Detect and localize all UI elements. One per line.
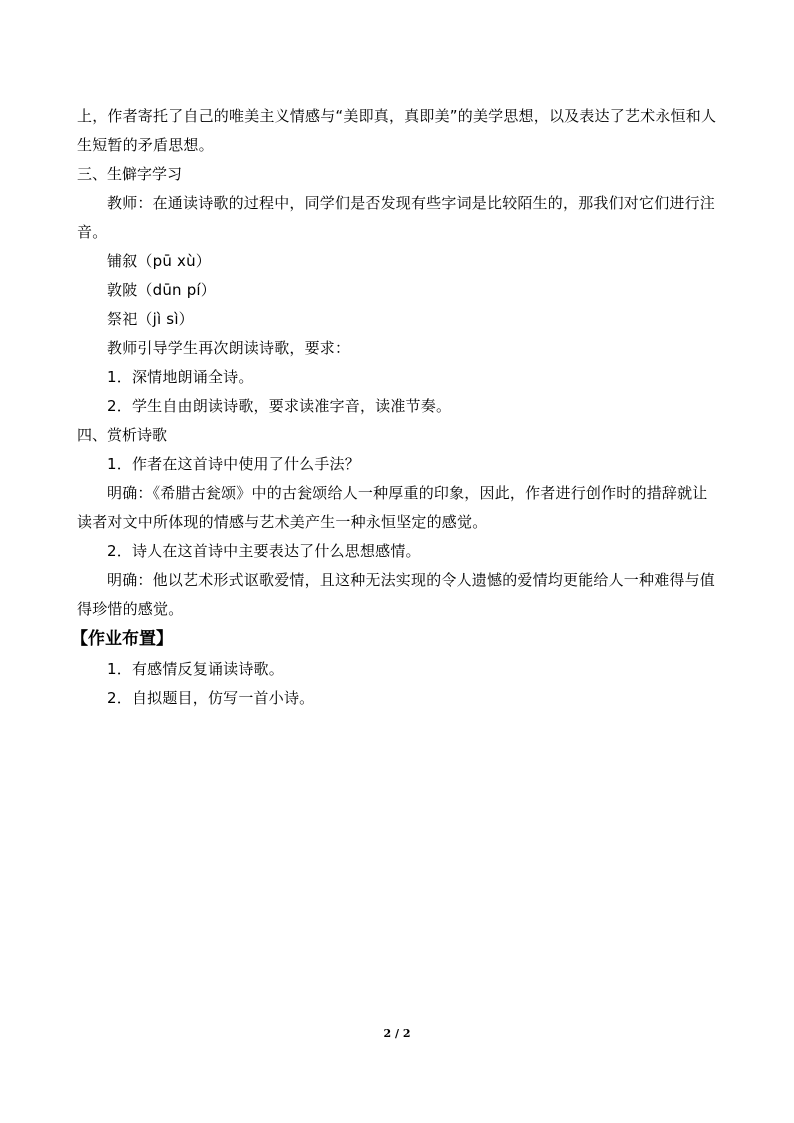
answer-paragraph: 明确：《希腊古瓮颂》中的古瓮颂给人一种厚重的印象，因此，作者进行创作时的措辞就让读者对文中所体现的情感与艺术美产生一种永恒坚定的感觉。 bbox=[77, 484, 708, 531]
vocab-item: 祭祀（jì sì） bbox=[107, 310, 194, 328]
teacher-instruction: 教师：在通读诗歌的过程中，同学们是否发现有些字词是比较陌生的，那我们对它们进行注音。 bbox=[77, 194, 716, 241]
question-item: 1．作者在这首诗中使用了什么手法？ bbox=[107, 455, 360, 473]
answer-paragraph: 明确：他以艺术形式讴歌爱情，且这种无法实现的令人遗憾的爱情均更能给人一种难得与值得珍惜的感觉。 bbox=[77, 571, 716, 618]
question-item: 2．诗人在这首诗中主要表达了什么思想感情。 bbox=[107, 542, 421, 560]
requirement-item: 1．深情地朗诵全诗。 bbox=[107, 368, 254, 386]
homework-item: 2．自拟题目，仿写一首小诗。 bbox=[107, 689, 315, 707]
section-heading-rare-characters: 三、生僻字学习 bbox=[77, 165, 183, 183]
teacher-guidance: 教师引导学生再次朗读诗歌，要求： bbox=[107, 339, 351, 357]
requirement-item: 2．学生自由朗读诗歌，要求读准字音，读准节奏。 bbox=[107, 397, 452, 415]
document-body bbox=[71, 102, 717, 713]
page-number: 2 / 2 bbox=[383, 1027, 411, 1040]
homework-item: 1．有感情反复诵读诗歌。 bbox=[107, 660, 284, 678]
vocab-item: 敦陂（dūn pí） bbox=[107, 281, 216, 299]
homework-heading: 【作业布置】 bbox=[71, 629, 173, 649]
section-heading-appreciation: 四、赏析诗歌 bbox=[77, 426, 168, 444]
vocab-item: 铺叙（pū xù） bbox=[107, 252, 211, 270]
paragraph-continuation: 上，作者寄托了自己的唯美主义情感与“美即真，真即美”的美学思想，以及表达了艺术永恒和人生短暂的矛盾思想。 bbox=[77, 107, 717, 154]
